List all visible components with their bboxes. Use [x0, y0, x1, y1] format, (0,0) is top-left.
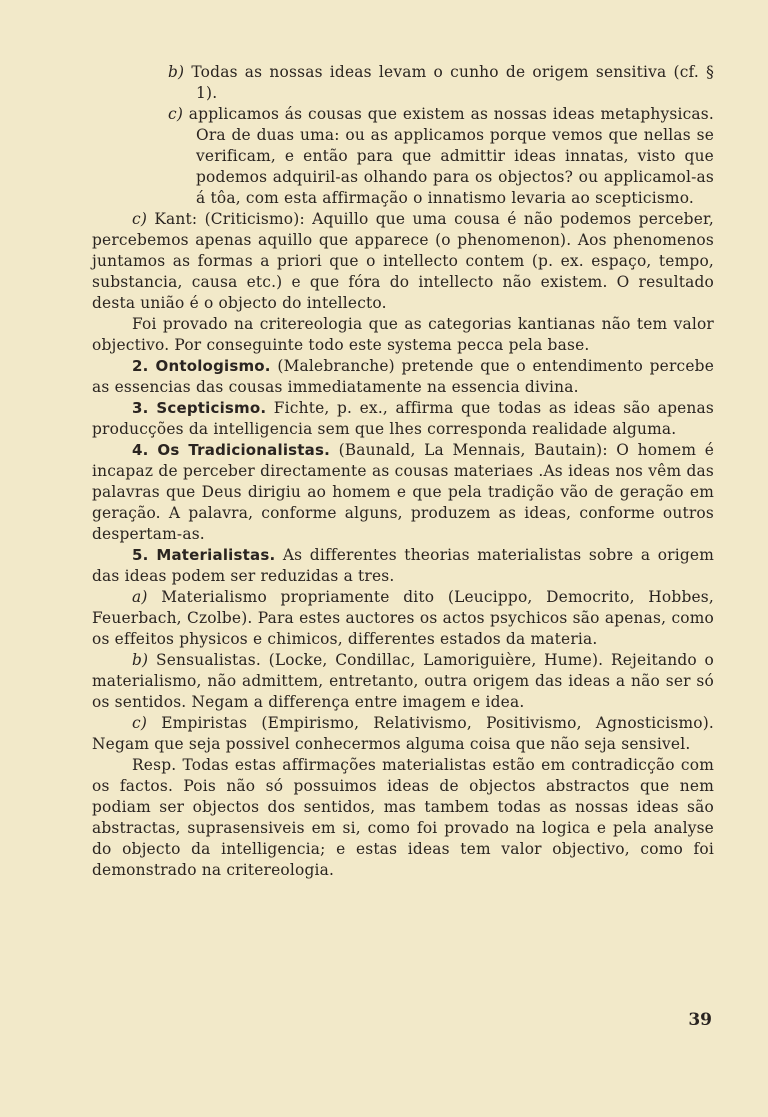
- item-text: Kant: (Criticismo): Aquillo que uma cousa é não podemos perceber, percebemos apenas aquillo que apparece (o phenomenon). Aos phenomenos juntamos as formas a priori que o intellecto contem (p. ex. espaço, tempo, substancia, causa etc.) e que fóra do intellecto não existem. O resultado desta união é o objecto do intellecto.: [92, 210, 714, 312]
- section-heading: 5. Materialistas.: [132, 546, 276, 564]
- item-label: b): [168, 63, 185, 81]
- item-c-metaphysical-ideas: [92, 104, 714, 209]
- item-c-empiristas: [92, 713, 714, 755]
- item-text: Empiristas (Empirismo, Relativismo, Positivismo, Agnosticismo). Negam que seja possivel conhecermos alguma coisa que não seja sensivel.: [92, 714, 714, 753]
- page-body: [92, 62, 714, 881]
- paragraph-resp: Resp. Todas estas affirmações materialistas estão em contradicção com os factos. Pois não só possuimos ideas de objectos abstractos que nem podiam ser objectos dos sentidos, mas tambem todas as nossas ideas são abstractas, suprasensiveis em si, como foi provado na logica e pela analyse do objecto da intelligencia; e estas ideas tem valor objectivo, como foi demonstrado na critereologia.: [92, 756, 714, 879]
- item-a-materialismo: [92, 587, 714, 650]
- section-text: (Malebranche) pretende que o entendimento percebe as essencias das cousas immediatamente na essencia divina.: [92, 357, 715, 396]
- section-materialistas: [92, 545, 714, 587]
- section-heading: 2. Ontologismo.: [132, 357, 271, 375]
- item-label: c): [132, 714, 148, 732]
- section-tradicionalistas: [92, 440, 714, 545]
- item-text: Sensualistas. (Locke, Condillac, Lamoriguière, Hume). Rejeitando o materialismo, não admittem, entretanto, outra origem das ideas a não ser só os sentidos. Negam a differença entre imagem e idea.: [92, 651, 714, 711]
- section-heading: 3. Scepticismo.: [132, 399, 267, 417]
- item-text: applicamos ás cousas que existem as nossas ideas metaphysicas. Ora de duas uma: ou as applicamos porque vemos que nellas se verificam, e então para que admittir ideas innatas, visto que podemos adquiril-as olhando para os objectos? ou applicamol-as á tôa, com esta affirmação o innatismo levaria ao scepticismo.: [188, 105, 714, 207]
- section-ontologismo: [92, 356, 714, 398]
- section-scepticismo: [92, 398, 714, 440]
- item-label: c): [168, 105, 184, 123]
- page-number: 39: [688, 1010, 712, 1030]
- section-text: As differentes theorias materialistas sobre a origem das ideas podem ser reduzidas a tres.: [92, 546, 714, 585]
- item-text: Todas as nossas ideas levam o cunho de origem sensitiva (cf. § 1).: [191, 63, 714, 102]
- section-text: (Baunald, La Mennais, Bautain): O homem é incapaz de perceber directamente as cousas materiaes .As ideas nos vêm das palavras que Deus dirigiu ao homem e que pela tradição vão de geração em geração. A palavra, conforme alguns, produzem as ideas, conforme outros despertam-as.: [92, 441, 715, 543]
- section-heading: 4. Os Tradicionalistas.: [132, 441, 331, 459]
- item-b-sensualistas: [92, 650, 714, 713]
- paragraph-foi-provado: Foi provado na critereologia que as categorias kantianas não tem valor objectivo. Por conseguinte todo este systema pecca pela base.: [92, 315, 714, 354]
- item-label: b): [132, 651, 149, 669]
- item-label: c): [132, 210, 148, 228]
- item-b-sensitive-origin: [92, 62, 714, 104]
- item-label: a): [132, 588, 148, 606]
- item-text: Materialismo propriamente dito (Leucippo, Democrito, Hobbes, Feuerbach, Czolbe). Para estes auctores os actos psychicos são apenas, como os effeitos physicos e chimicos, differentes estados da materia.: [92, 588, 715, 648]
- section-text: Fichte, p. ex., affirma que todas as ideas são apenas producções da intelligencia sem que lhes corresponda realidade alguma.: [92, 399, 715, 438]
- item-c-criticismo: [92, 209, 714, 314]
